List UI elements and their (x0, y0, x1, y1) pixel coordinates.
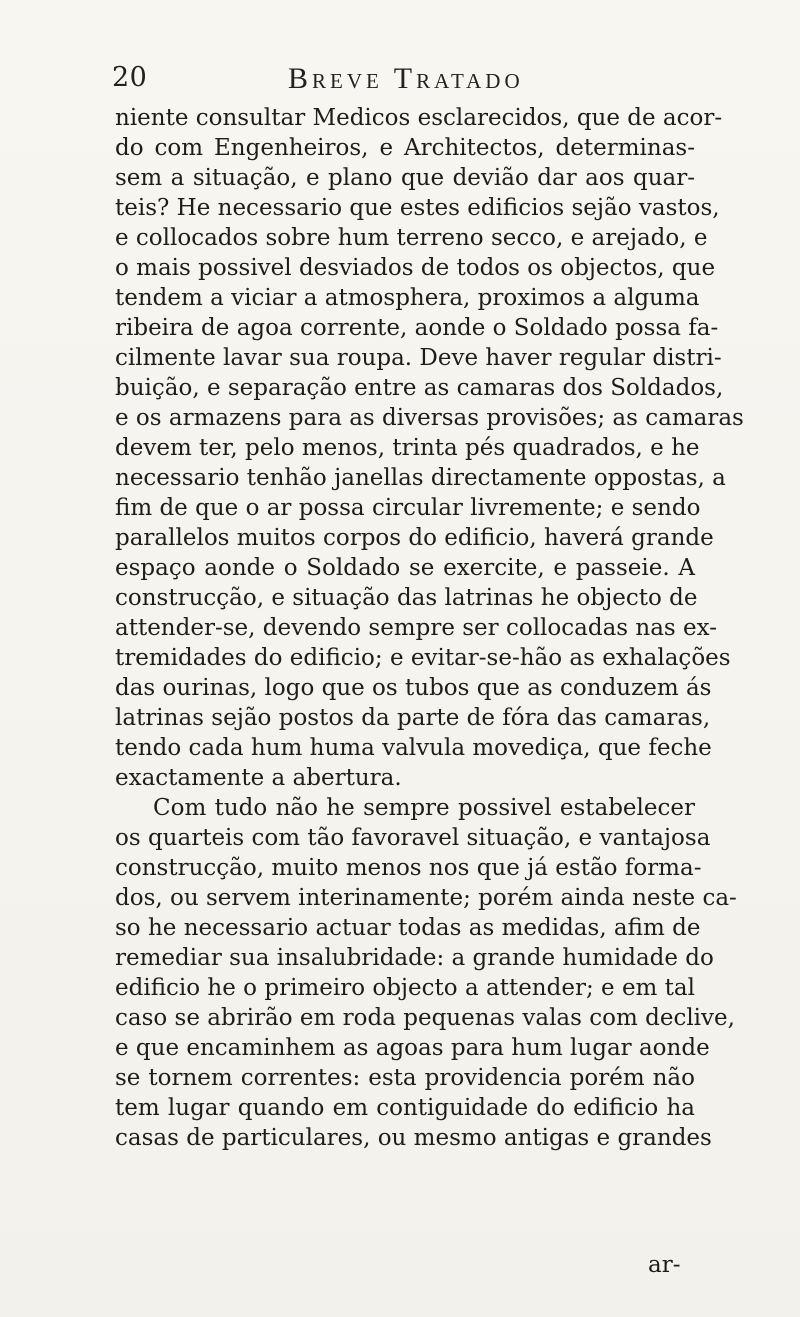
text-line: e que encaminhem as agoas para hum lugar aonde (115, 1035, 710, 1061)
text-line: tremidades do edificio; e evitar-se-hão as exhalações (115, 645, 731, 671)
text-line: e collocados sobre hum terreno secco, e arejado, e (115, 225, 708, 251)
text-line: tem lugar quando em contiguidade do edificio ha (115, 1095, 695, 1121)
text-line: latrinas sejão postos da parte de fóra das camaras, (115, 705, 711, 731)
text-line: parallelos muitos corpos do edificio, haverá grande (115, 525, 714, 551)
paragraph-end-line: exactamente a abertura. (115, 765, 402, 791)
catchword: ar- (648, 1252, 681, 1278)
text-line: caso se abrirão em roda pequenas valas com declive, (115, 1005, 735, 1031)
text-line: so he necessario actuar todas as medidas, afim de (115, 915, 701, 941)
text-line: attender-se, devendo sempre ser collocadas nas ex- (115, 615, 717, 641)
page-number: 20 (112, 62, 148, 93)
text-line: devem ter, pelo menos, trinta pés quadrados, e he (115, 435, 700, 461)
text-line: cilmente lavar sua roupa. Deve haver regular distri- (115, 345, 722, 371)
text-line: sem a situação, e plano que devião dar aos quar- (115, 165, 695, 191)
text-line: espaço aonde o Soldado se exercite, e passeie. A (115, 555, 695, 581)
text-line: tendem a viciar a atmosphera, proximos a alguma (115, 285, 700, 311)
paragraph-start-line: Com tudo não he sempre possivel estabelecer (153, 795, 695, 821)
text-line: fim de que o ar possa circular livremente; e sendo (115, 495, 701, 521)
text-line: edificio he o primeiro objecto a attender; e em tal (115, 975, 695, 1001)
text-line: construcção, muito menos nos que já estão forma- (115, 855, 702, 881)
text-line: construcção, e situação das latrinas he objecto de (115, 585, 698, 611)
text-line: e os armazens para as diversas provisões; as camaras (115, 405, 744, 431)
text-line: das ourinas, logo que os tubos que as conduzem ás (115, 675, 712, 701)
page-header (112, 62, 687, 102)
text-line: buição, e separação entre as camaras dos Soldados, (115, 375, 724, 401)
running-head: Breve Tratado (288, 62, 524, 95)
text-line: o mais possivel desviados de todos os objectos, que (115, 255, 716, 281)
text-line: ribeira de agoa corrente, aonde o Soldado possa fa- (115, 315, 719, 341)
text-line: necessario tenhão janellas directamente oppostas, a (115, 465, 726, 491)
text-line: casas de particulares, ou mesmo antigas e grandes (115, 1125, 712, 1151)
text-line: os quarteis com tão favoravel situação, e vantajosa (115, 825, 711, 851)
text-line: se tornem correntes: esta providencia porém não (115, 1065, 695, 1091)
text-line: teis? He necessario que estes edificios sejão vastos, (115, 195, 720, 221)
text-line: niente consultar Medicos esclarecidos, que de acor- (115, 105, 723, 131)
body-text (115, 103, 744, 1153)
text-line: do com Engenheiros, e Architectos, determinas- (115, 135, 695, 161)
text-line: remediar sua insalubridade: a grande humidade do (115, 945, 714, 971)
text-line: tendo cada hum huma valvula movediça, que feche (115, 735, 712, 761)
text-line: dos, ou servem interinamente; porém ainda neste ca- (115, 885, 737, 911)
